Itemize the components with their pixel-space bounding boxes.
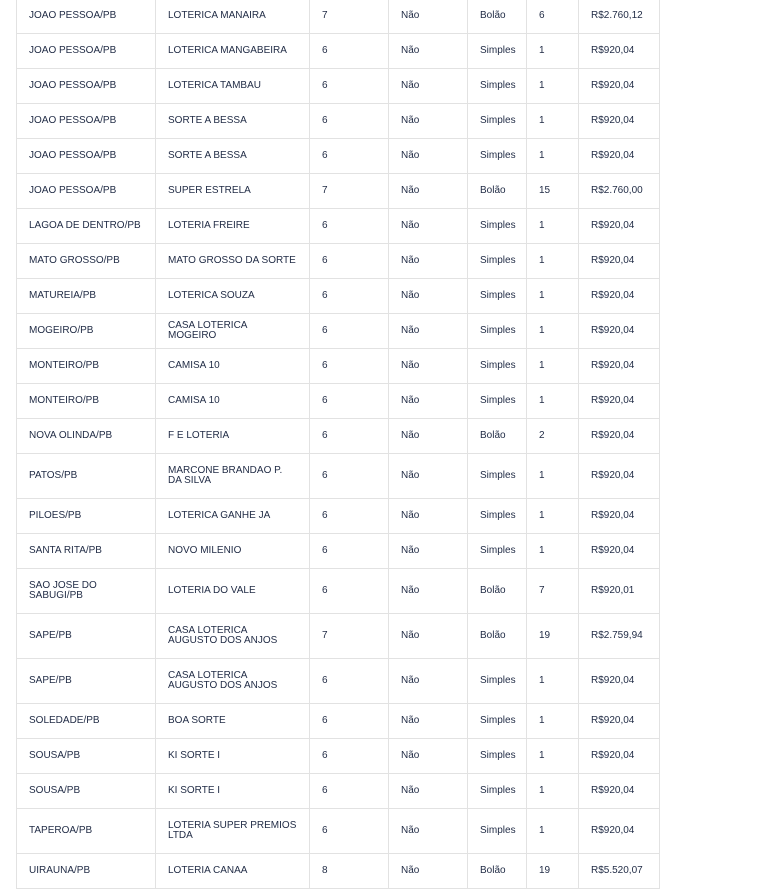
quota-count-cell: 1: [527, 314, 579, 349]
prize-cell: R$920,04: [579, 244, 660, 279]
table-row: [17, 69, 660, 104]
channel-cell: Não: [389, 534, 468, 569]
city-cell: MOGEIRO/PB: [17, 314, 156, 349]
quota-count-cell: 7: [527, 569, 579, 614]
table-row: [17, 454, 660, 499]
bet-type-cell: Simples: [468, 209, 527, 244]
numbers-played-cell: 6: [310, 314, 389, 349]
quota-count-cell: 19: [527, 854, 579, 889]
numbers-played-cell: 6: [310, 34, 389, 69]
lottery-house-cell: LOTERIA DO VALE: [156, 569, 310, 614]
city-cell: JOAO PESSOA/PB: [17, 104, 156, 139]
numbers-played-cell: 6: [310, 139, 389, 174]
channel-cell: Não: [389, 314, 468, 349]
quota-count-cell: 1: [527, 139, 579, 174]
table-row: [17, 854, 660, 889]
table-row: [17, 499, 660, 534]
table-row: [17, 739, 660, 774]
quota-count-cell: 1: [527, 244, 579, 279]
city-cell: UIRAUNA/PB: [17, 854, 156, 889]
bet-type-cell: Simples: [468, 104, 527, 139]
lottery-house-cell: LOTERICA GANHE JA: [156, 499, 310, 534]
city-cell: PATOS/PB: [17, 454, 156, 499]
channel-cell: Não: [389, 349, 468, 384]
prize-cell: R$920,04: [579, 809, 660, 854]
city-cell: SOLEDADE/PB: [17, 704, 156, 739]
bet-type-cell: Bolão: [468, 174, 527, 209]
quota-count-cell: 1: [527, 69, 579, 104]
lottery-house-cell: SORTE A BESSA: [156, 104, 310, 139]
table-row: [17, 614, 660, 659]
numbers-played-cell: 6: [310, 69, 389, 104]
quota-count-cell: 1: [527, 349, 579, 384]
winners-table: [16, 0, 660, 889]
prize-cell: R$920,04: [579, 314, 660, 349]
quota-count-cell: 1: [527, 454, 579, 499]
prize-cell: R$920,04: [579, 774, 660, 809]
numbers-played-cell: 7: [310, 174, 389, 209]
lottery-house-cell: LOTERIA FREIRE: [156, 209, 310, 244]
channel-cell: Não: [389, 104, 468, 139]
bet-type-cell: Simples: [468, 534, 527, 569]
lottery-house-cell: LOTERICA SOUZA: [156, 279, 310, 314]
quota-count-cell: 1: [527, 104, 579, 139]
prize-cell: R$920,04: [579, 139, 660, 174]
numbers-played-cell: 6: [310, 209, 389, 244]
lottery-house-cell: LOTERIA CANAA: [156, 854, 310, 889]
lottery-house-cell: LOTERICA TAMBAU: [156, 69, 310, 104]
lottery-house-cell: KI SORTE I: [156, 739, 310, 774]
table-row: [17, 384, 660, 419]
table-row: [17, 349, 660, 384]
bet-type-cell: Simples: [468, 659, 527, 704]
numbers-played-cell: 6: [310, 384, 389, 419]
winners-table-body: [17, 0, 660, 889]
numbers-played-cell: 7: [310, 0, 389, 34]
prize-cell: R$920,04: [579, 104, 660, 139]
table-row: [17, 419, 660, 454]
prize-cell: R$920,01: [579, 569, 660, 614]
table-row: [17, 104, 660, 139]
table-row: [17, 704, 660, 739]
table-row: [17, 244, 660, 279]
table-row: [17, 809, 660, 854]
prize-cell: R$920,04: [579, 34, 660, 69]
prize-cell: R$920,04: [579, 349, 660, 384]
quota-count-cell: 15: [527, 174, 579, 209]
bet-type-cell: Bolão: [468, 854, 527, 889]
prize-cell: R$2.760,00: [579, 174, 660, 209]
bet-type-cell: Bolão: [468, 419, 527, 454]
table-row: [17, 314, 660, 349]
channel-cell: Não: [389, 419, 468, 454]
lottery-house-cell: CASA LOTERICA MOGEIRO: [156, 314, 310, 349]
prize-cell: R$920,04: [579, 279, 660, 314]
lottery-house-cell: BOA SORTE: [156, 704, 310, 739]
channel-cell: Não: [389, 244, 468, 279]
bet-type-cell: Simples: [468, 139, 527, 174]
numbers-played-cell: 6: [310, 349, 389, 384]
numbers-played-cell: 6: [310, 454, 389, 499]
numbers-played-cell: 6: [310, 244, 389, 279]
prize-cell: R$5.520,07: [579, 854, 660, 889]
city-cell: JOAO PESSOA/PB: [17, 69, 156, 104]
bet-type-cell: Simples: [468, 739, 527, 774]
prize-cell: R$920,04: [579, 739, 660, 774]
prize-cell: R$920,04: [579, 454, 660, 499]
city-cell: SOUSA/PB: [17, 739, 156, 774]
numbers-played-cell: 7: [310, 614, 389, 659]
quota-count-cell: 1: [527, 659, 579, 704]
table-row: [17, 279, 660, 314]
channel-cell: Não: [389, 614, 468, 659]
channel-cell: Não: [389, 139, 468, 174]
city-cell: MATUREIA/PB: [17, 279, 156, 314]
lottery-house-cell: SUPER ESTRELA: [156, 174, 310, 209]
channel-cell: Não: [389, 774, 468, 809]
lottery-house-cell: NOVO MILENIO: [156, 534, 310, 569]
city-cell: TAPEROA/PB: [17, 809, 156, 854]
lottery-house-cell: CASA LOTERICA AUGUSTO DOS ANJOS: [156, 614, 310, 659]
bet-type-cell: Simples: [468, 454, 527, 499]
quota-count-cell: 1: [527, 34, 579, 69]
prize-cell: R$920,04: [579, 69, 660, 104]
city-cell: SOUSA/PB: [17, 774, 156, 809]
channel-cell: Não: [389, 174, 468, 209]
numbers-played-cell: 6: [310, 809, 389, 854]
bet-type-cell: Simples: [468, 34, 527, 69]
channel-cell: Não: [389, 34, 468, 69]
city-cell: PILOES/PB: [17, 499, 156, 534]
numbers-played-cell: 8: [310, 854, 389, 889]
prize-cell: R$920,04: [579, 384, 660, 419]
quota-count-cell: 19: [527, 614, 579, 659]
bet-type-cell: Bolão: [468, 569, 527, 614]
channel-cell: Não: [389, 499, 468, 534]
city-cell: JOAO PESSOA/PB: [17, 0, 156, 34]
quota-count-cell: 2: [527, 419, 579, 454]
bet-type-cell: Simples: [468, 774, 527, 809]
numbers-played-cell: 6: [310, 419, 389, 454]
lottery-house-cell: CAMISA 10: [156, 384, 310, 419]
quota-count-cell: 1: [527, 774, 579, 809]
city-cell: MATO GROSSO/PB: [17, 244, 156, 279]
prize-cell: R$920,04: [579, 534, 660, 569]
bet-type-cell: Bolão: [468, 614, 527, 659]
bet-type-cell: Simples: [468, 704, 527, 739]
table-row: [17, 0, 660, 34]
city-cell: JOAO PESSOA/PB: [17, 139, 156, 174]
prize-cell: R$2.759,94: [579, 614, 660, 659]
quota-count-cell: 6: [527, 0, 579, 34]
lottery-house-cell: LOTERICA MANAIRA: [156, 0, 310, 34]
prize-cell: R$2.760,12: [579, 0, 660, 34]
table-row: [17, 534, 660, 569]
numbers-played-cell: 6: [310, 704, 389, 739]
city-cell: SAPE/PB: [17, 614, 156, 659]
channel-cell: Não: [389, 279, 468, 314]
bet-type-cell: Simples: [468, 349, 527, 384]
table-row: [17, 174, 660, 209]
city-cell: MONTEIRO/PB: [17, 349, 156, 384]
bet-type-cell: Simples: [468, 69, 527, 104]
lottery-house-cell: MATO GROSSO DA SORTE: [156, 244, 310, 279]
channel-cell: Não: [389, 854, 468, 889]
quota-count-cell: 1: [527, 209, 579, 244]
city-cell: JOAO PESSOA/PB: [17, 34, 156, 69]
city-cell: SANTA RITA/PB: [17, 534, 156, 569]
numbers-played-cell: 6: [310, 279, 389, 314]
bet-type-cell: Simples: [468, 809, 527, 854]
prize-cell: R$920,04: [579, 209, 660, 244]
winners-table-container: [16, 0, 660, 889]
table-row: [17, 569, 660, 614]
prize-cell: R$920,04: [579, 499, 660, 534]
city-cell: LAGOA DE DENTRO/PB: [17, 209, 156, 244]
channel-cell: Não: [389, 69, 468, 104]
bet-type-cell: Bolão: [468, 0, 527, 34]
prize-cell: R$920,04: [579, 659, 660, 704]
channel-cell: Não: [389, 659, 468, 704]
table-row: [17, 774, 660, 809]
bet-type-cell: Simples: [468, 314, 527, 349]
lottery-house-cell: LOTERICA MANGABEIRA: [156, 34, 310, 69]
lottery-house-cell: CAMISA 10: [156, 349, 310, 384]
table-row: [17, 659, 660, 704]
city-cell: SAPE/PB: [17, 659, 156, 704]
quota-count-cell: 1: [527, 739, 579, 774]
table-row: [17, 209, 660, 244]
lottery-house-cell: LOTERIA SUPER PREMIOS LTDA: [156, 809, 310, 854]
city-cell: JOAO PESSOA/PB: [17, 174, 156, 209]
channel-cell: Não: [389, 704, 468, 739]
numbers-played-cell: 6: [310, 774, 389, 809]
channel-cell: Não: [389, 384, 468, 419]
table-row: [17, 139, 660, 174]
prize-cell: R$920,04: [579, 419, 660, 454]
city-cell: MONTEIRO/PB: [17, 384, 156, 419]
quota-count-cell: 1: [527, 279, 579, 314]
prize-cell: R$920,04: [579, 704, 660, 739]
quota-count-cell: 1: [527, 499, 579, 534]
numbers-played-cell: 6: [310, 104, 389, 139]
city-cell: SAO JOSE DO SABUGI/PB: [17, 569, 156, 614]
channel-cell: Não: [389, 0, 468, 34]
lottery-house-cell: F E LOTERIA: [156, 419, 310, 454]
bet-type-cell: Simples: [468, 499, 527, 534]
bet-type-cell: Simples: [468, 384, 527, 419]
channel-cell: Não: [389, 454, 468, 499]
numbers-played-cell: 6: [310, 499, 389, 534]
quota-count-cell: 1: [527, 384, 579, 419]
bet-type-cell: Simples: [468, 279, 527, 314]
channel-cell: Não: [389, 209, 468, 244]
numbers-played-cell: 6: [310, 534, 389, 569]
numbers-played-cell: 6: [310, 569, 389, 614]
bet-type-cell: Simples: [468, 244, 527, 279]
channel-cell: Não: [389, 569, 468, 614]
quota-count-cell: 1: [527, 534, 579, 569]
city-cell: NOVA OLINDA/PB: [17, 419, 156, 454]
lottery-house-cell: MARCONE BRANDAO P. DA SILVA: [156, 454, 310, 499]
numbers-played-cell: 6: [310, 659, 389, 704]
channel-cell: Não: [389, 809, 468, 854]
quota-count-cell: 1: [527, 809, 579, 854]
channel-cell: Não: [389, 739, 468, 774]
numbers-played-cell: 6: [310, 739, 389, 774]
lottery-house-cell: KI SORTE I: [156, 774, 310, 809]
lottery-house-cell: CASA LOTERICA AUGUSTO DOS ANJOS: [156, 659, 310, 704]
lottery-house-cell: SORTE A BESSA: [156, 139, 310, 174]
table-row: [17, 34, 660, 69]
quota-count-cell: 1: [527, 704, 579, 739]
